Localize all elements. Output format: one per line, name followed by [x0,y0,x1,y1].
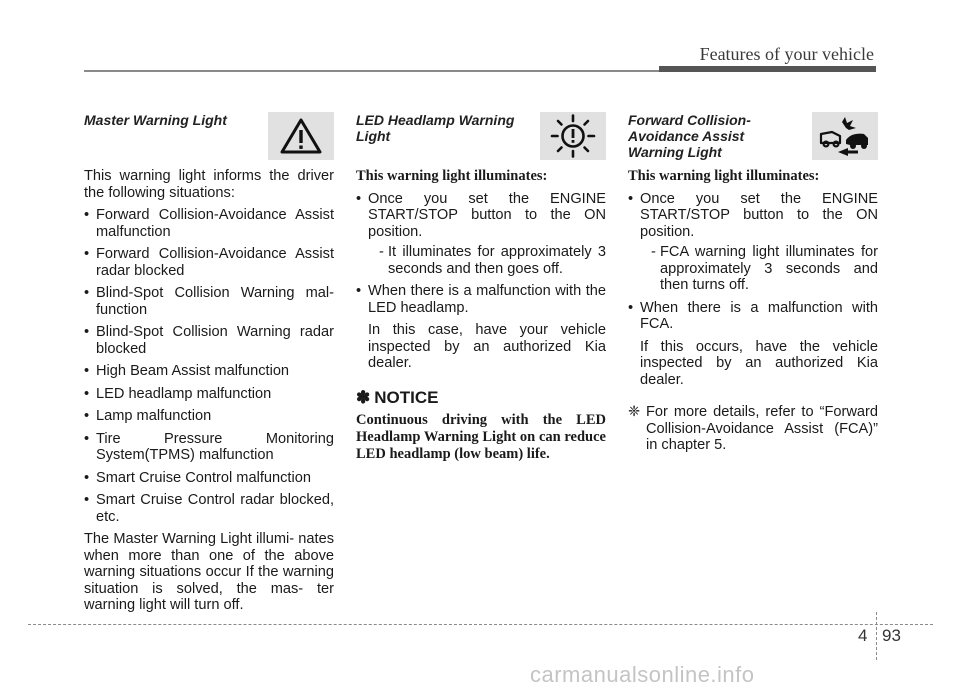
note-mark-icon: ❈ [628,404,641,420]
watermark-text: carmanualsonline.info [530,662,755,687]
list-item-text: When there is a malfunction with the LED headlamp. [368,283,606,316]
list-item-text: Once you set the ENGINE START/STOP button to the ON position. [640,190,878,240]
outro-text: The Master Warning Light illumi- nates when more than one of the above warning situations occur If the warning situation is solved, the mas- ter warning light will turn off. [84,531,334,613]
notice-mark-icon: ✽ [356,387,371,407]
situation-list [84,207,334,525]
notice-heading [356,387,606,407]
sub-item-dash: - [379,244,384,260]
list-item: • Smart Cruise Control malfunction [84,470,334,487]
list-item [628,191,878,294]
section-title: LED Headlamp Warning Light [356,112,515,144]
lead-text: This warning light illuminates: [356,168,548,184]
master-warning-section [84,112,334,620]
fca-warning-section [628,112,878,454]
led-headlamp-warning-icon [540,112,606,160]
continuation-text: If this occurs, have the vehicle inspected by an authorized Kia dealer. [640,338,878,388]
header-rule-accent [659,66,876,72]
list-item: • High Beam Assist malfunction [84,363,334,380]
section-header [628,112,878,160]
notice-title: NOTICE [374,387,439,407]
list-item: • Forward Collision-Avoidance Assist malfunction [84,207,334,240]
list-item-text: When there is a malfunction with FCA. [640,299,878,332]
list-item: • Tire Pressure Monitoring System(TPMS) malfunction [84,431,334,464]
list-item: • Blind-Spot Collision Warning radar blocked [84,324,334,357]
intro-text: This warning light informs the driver the following situations: [84,168,334,201]
forward-collision-warning-icon [812,112,878,160]
section-title: Master Warning Light [84,112,227,128]
led-headlamp-section [356,112,606,463]
list-item [628,300,878,333]
sub-item [368,244,606,277]
footer-divider [876,612,877,660]
list-item: • Forward Collision-Avoidance Assist radar blocked [84,246,334,279]
page-number: 93 [882,626,901,645]
sub-item [640,244,878,294]
list-item [356,191,606,278]
header-title: Features of your vehicle [699,44,874,64]
note-text: For more details, refer to “Forward Collision-Avoidance Assist (FCA)” in chapter 5. [646,404,878,453]
sub-item-text: FCA warning light illuminates for approximately 3 seconds and then turns off. [660,244,878,293]
section-header [84,112,334,160]
list-item-text: Once you set the ENGINE START/STOP button to the ON position. [368,190,606,240]
section-title: Forward Collision- Avoidance Assist Warning Light [628,112,751,160]
list-item [356,283,606,316]
condition-list [628,191,878,333]
list-item: • Lamp malfunction [84,408,334,425]
chapter-number: 4 [858,626,868,645]
warning-triangle-icon [268,112,334,160]
section-header [356,112,606,160]
sub-item-dash: - [651,244,656,260]
list-item: • Smart Cruise Control radar blocked, etc. [84,492,334,525]
notice-body: Continuous driving with the LED Headlamp Warning Light on can reduce LED headlamp (low beam) life. [356,412,606,462]
sub-item-text: It illuminates for approximately 3 seconds and then goes off. [388,244,606,277]
list-item: • Blind-Spot Collision Warning mal- function [84,285,334,318]
list-item: • LED headlamp malfunction [84,386,334,403]
continuation-text: In this case, have your vehicle inspected by an authorized Kia dealer. [368,322,606,371]
footer-rule [28,624,933,625]
reference-note [628,404,878,454]
condition-list [356,191,606,317]
lead-text: This warning light illuminates: [628,168,820,184]
